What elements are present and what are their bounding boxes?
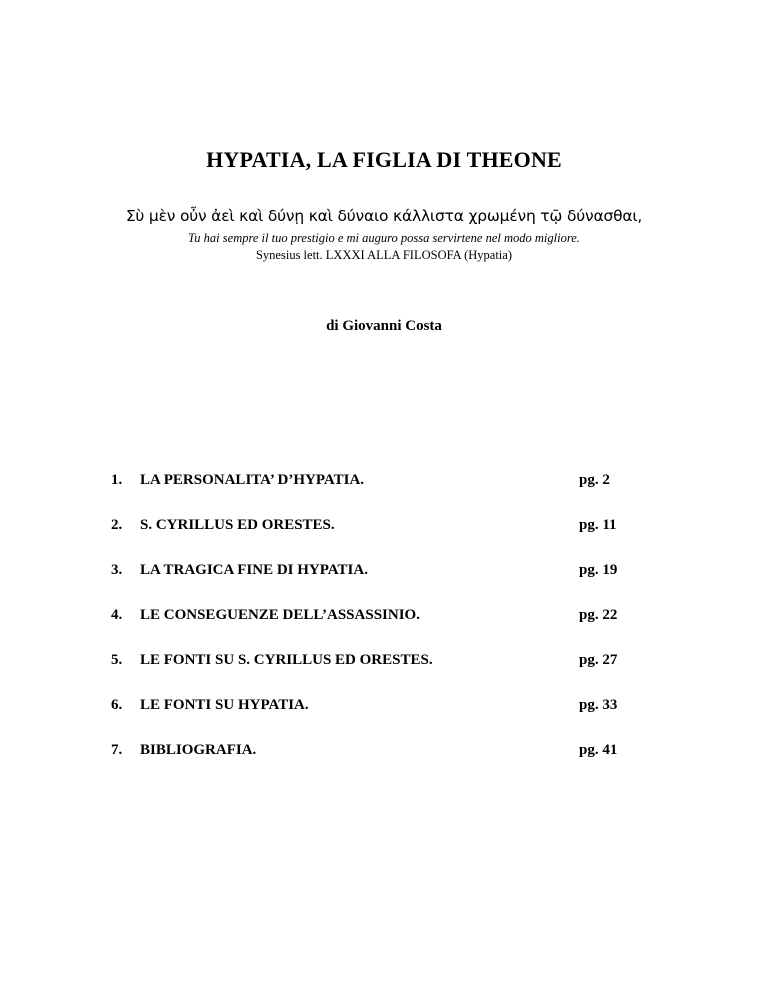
toc-entry	[111, 517, 711, 537]
toc-entry-title: LE FONTI SU S. CYRILLUS ED ORESTES.	[140, 652, 433, 668]
epigraph-source: Synesius lett. LXXXI ALLA FILOSOFA (Hypatia)	[255, 248, 512, 262]
toc-entry	[111, 742, 711, 762]
toc-entry	[111, 697, 711, 717]
toc-entry-title: S. CYRILLUS ED ORESTES.	[140, 517, 335, 533]
toc-entry-page: pg. 2	[579, 472, 610, 488]
toc-entry-page: pg. 19	[579, 562, 618, 578]
toc-entry	[111, 562, 711, 582]
toc-entry-number: 5.	[111, 652, 123, 668]
epigraph-greek: Σὺ μὲν οὖν ἀεὶ καὶ δύνῃ καὶ δύναιο κάλλιστα χρωμένη τῷ δύνασθαι,	[125, 207, 643, 225]
author-line: di Giovanni Costa	[326, 318, 442, 334]
document-title: HYPATIA, LA FIGLIA DI THEONE	[206, 147, 562, 172]
toc-entry	[111, 607, 711, 627]
toc-entry-title: BIBLIOGRAFIA.	[140, 742, 257, 758]
toc-entry-number: 1.	[111, 472, 123, 488]
toc-entry	[111, 472, 711, 492]
toc-entry-page: pg. 33	[579, 697, 618, 713]
toc-entry-title: LA PERSONALITA’ D’HYPATIA.	[140, 472, 365, 488]
toc-entry-number: 6.	[111, 697, 123, 713]
toc-entry-title: LE FONTI SU HYPATIA.	[140, 697, 309, 713]
toc-entry-number: 3.	[111, 562, 123, 578]
toc-entry-number: 4.	[111, 607, 123, 623]
toc-entry-number: 2.	[111, 517, 123, 533]
toc-entry-page: pg. 22	[579, 607, 618, 623]
toc-entry-number: 7.	[111, 742, 123, 758]
toc-entry-page: pg. 41	[579, 742, 618, 758]
toc-entry-title: LA TRAGICA FINE DI HYPATIA.	[140, 562, 368, 578]
toc-entry	[111, 652, 711, 672]
epigraph-translation: Tu hai sempre il tuo prestigio e mi auguro possa servirtene nel modo migliore.	[188, 231, 580, 245]
toc-entry-title: LE CONSEGUENZE DELL’ASSASSINIO.	[140, 607, 420, 623]
toc-entry-page: pg. 27	[579, 652, 618, 668]
toc-entry-page: pg. 11	[579, 517, 617, 533]
